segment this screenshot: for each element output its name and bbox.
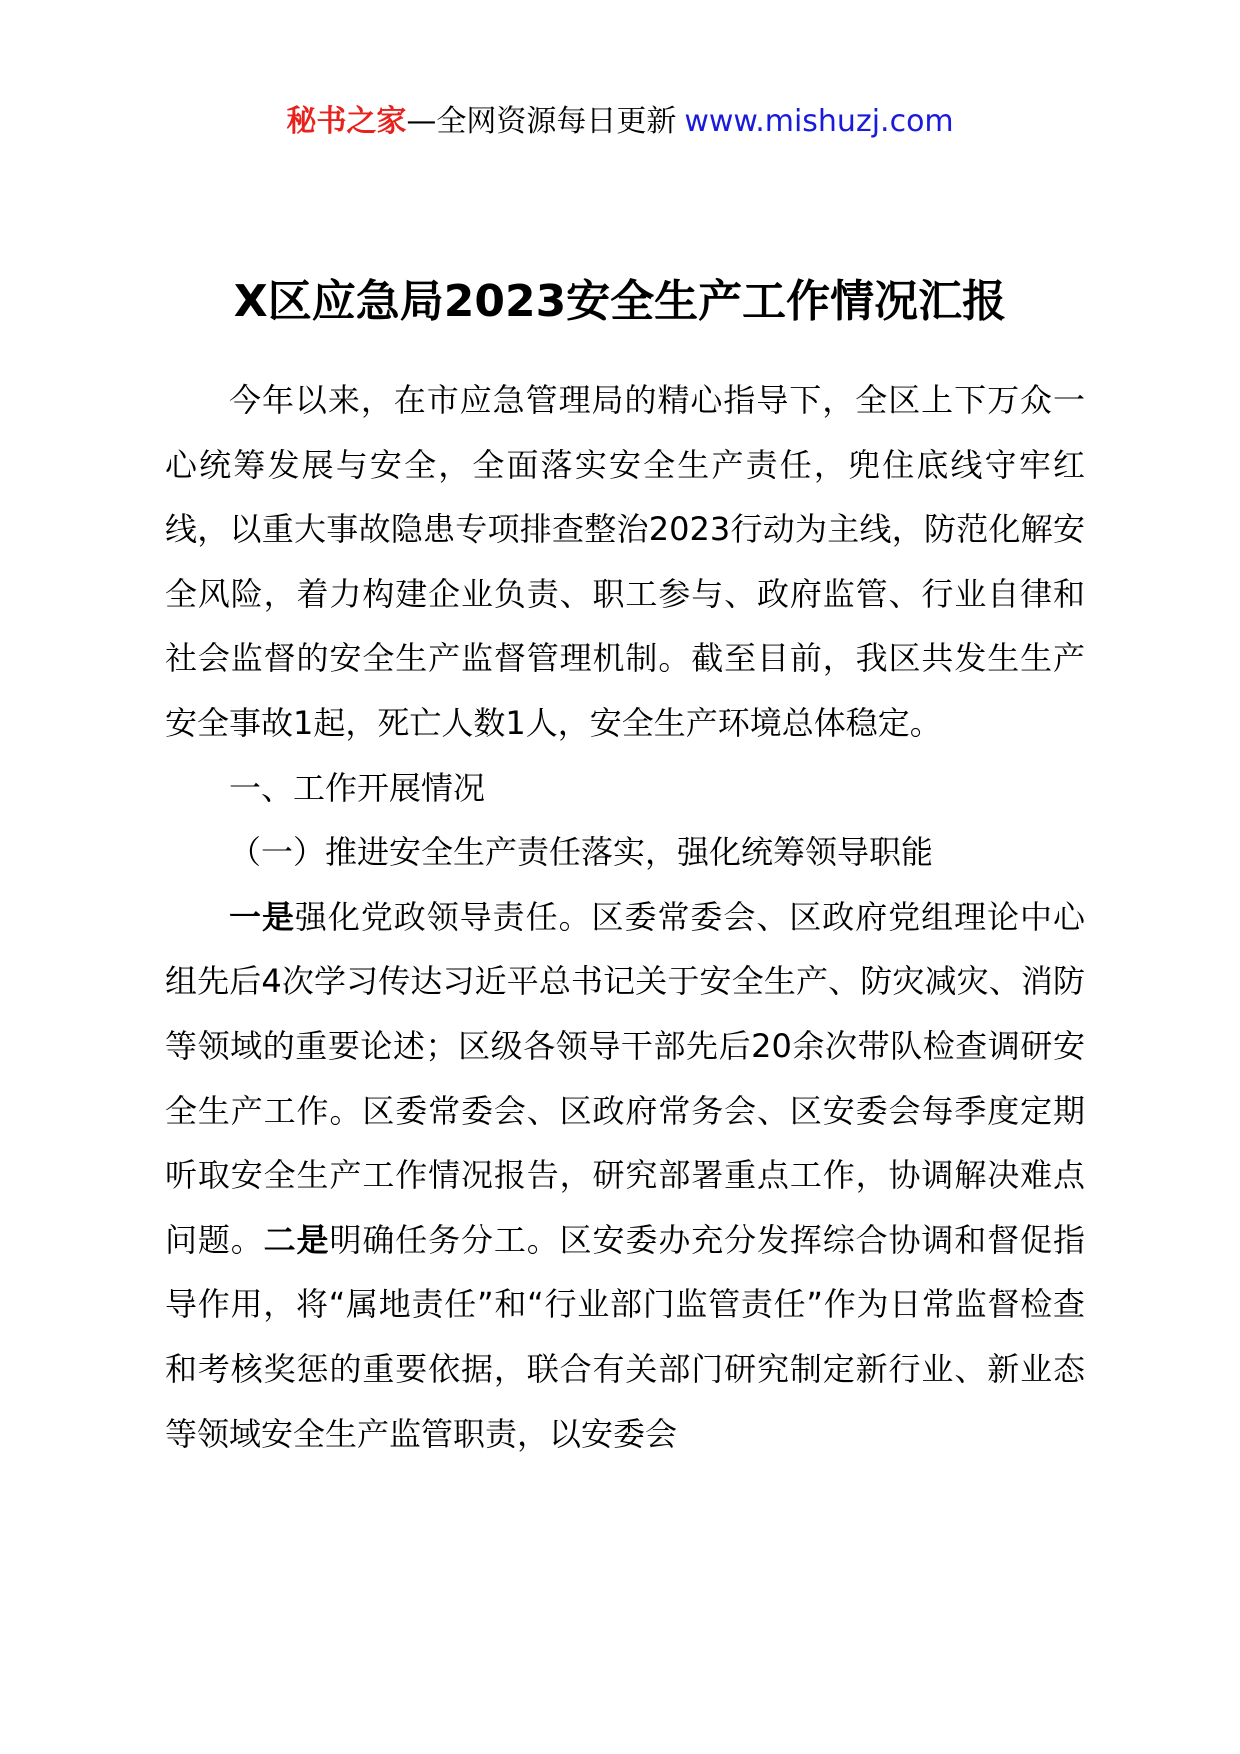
point-label: 二是: [263, 1220, 330, 1259]
intro-paragraph: 今年以来，在市应急管理局的精心指导下，全区上下万众一心统筹发展与安全，全面落实安全生产责任，兜住底线守牢红线，以重大事故隐患专项排查整治2023行动为主线，防范化解安全风险，着力构建企业负责、职工参与、政府监管、行业自律和社会监督的安全生产监督管理机制。截至目前，我区共发生生产安全事故1起，死亡人数1人，安全生产环境总体稳定。: [165, 381, 1085, 742]
section-heading: 一、工作开展情况: [229, 768, 486, 807]
document-title: X区应急局2023安全生产工作情况汇报: [233, 276, 1007, 327]
body-paragraph: [165, 885, 1085, 1466]
site-url-link[interactable]: www.mishuzj.com: [684, 104, 954, 139]
point-text: 强化党政领导责任。区委常委会、区政府党组理论中心组先后4次学习传达习近平总书记关于安全生产、防灾减灾、消防等领域的重要论述；区级各领导干部先后20余次带队检查调研安全生产工作。区委常委会、区政府常务会、区安委会每季度定期听取安全生产工作情况报告，研究部署重点工作，协调解决难点问题。: [165, 897, 1085, 1259]
point-label: 一是: [229, 897, 295, 936]
subsection-heading: （一）推进安全生产责任落实，强化统筹领导职能: [229, 833, 934, 872]
header-slogan: —全网资源每日更新: [406, 104, 677, 139]
point-text: 明确任务分工。区安委办充分发挥综合协调和督促指导作用，将“属地责任”和“行业部门监管责任”作为日常监督检查和考核奖惩的重要依据，联合有关部门研究制定新行业、新业态等领域安全生产监管职责，以安委会: [165, 1220, 1085, 1453]
brand-name: 秘书之家: [286, 104, 407, 139]
document-body: [165, 368, 1085, 1466]
site-header: [0, 100, 1240, 144]
